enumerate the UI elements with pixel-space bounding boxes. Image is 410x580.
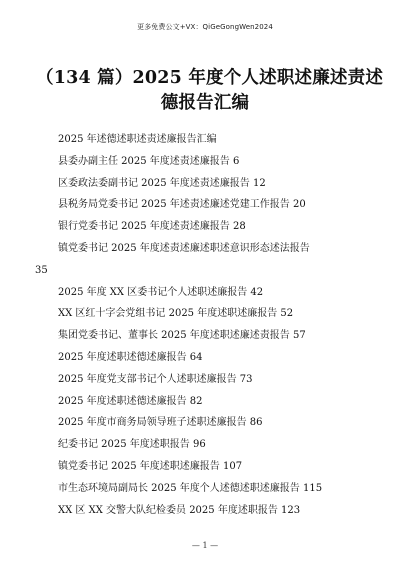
toc-line: 2025 年度 XX 区委书记个人述职述廉报告 42 — [58, 286, 264, 298]
toc-line: 2025 年述德述职述责述廉报告汇编 — [58, 134, 217, 145]
toc-line: 集团党委书记、董事长 2025 年度述职述廉述责报告 57 — [58, 330, 306, 342]
toc-line: 2025 年度述职述德述廉报告 64 — [58, 351, 203, 363]
toc-line: 县委办副主任 2025 年度述责述廉报告 6 — [58, 155, 240, 167]
toc-line-continuation: 35 — [35, 264, 48, 276]
table-of-contents — [35, 129, 370, 521]
title-line-1: （134 篇）2025 年度个人述职述廉述责述 — [36, 68, 384, 88]
toc-line: 银行党委书记 2025 年度述责述廉报告 28 — [58, 221, 246, 233]
toc-line: 县税务局党委书记 2025 年述责述廉述党建工作报告 20 — [58, 199, 306, 211]
page-number: — 1 — — [191, 541, 219, 550]
toc-line: 2025 年度述职述德述廉报告 82 — [58, 395, 203, 407]
toc-line: 纪委书记 2025 年度述职报告 96 — [58, 439, 206, 451]
toc-line: 市生态环境局副局长 2025 年度个人述德述职述廉报告 115 — [58, 482, 323, 494]
toc-line: 2025 年度市商务局领导班子述职述廉报告 86 — [58, 417, 263, 429]
page-header: 更多免费公文+VX：QiGeGongWen2024 — [137, 23, 273, 31]
toc-line: 镇党委书记 2025 年度述责述廉述职述意识形态述法报告 — [58, 242, 310, 254]
toc-line: 镇党委书记 2025 年度述职述廉报告 107 — [58, 460, 243, 472]
toc-line: 区委政法委副书记 2025 年度述责述廉报告 12 — [58, 177, 266, 189]
toc-line: 2025 年度党支部书记个人述职述廉报告 73 — [58, 373, 253, 385]
toc-line: XX 区红十字会党组书记 2025 年度述职述廉报告 52 — [58, 308, 294, 320]
document-title — [36, 66, 384, 116]
title-line-2: 德报告汇编 — [160, 93, 250, 113]
toc-line: XX 区 XX 交警大队纪检委员 2025 年度述职报告 123 — [58, 504, 301, 516]
